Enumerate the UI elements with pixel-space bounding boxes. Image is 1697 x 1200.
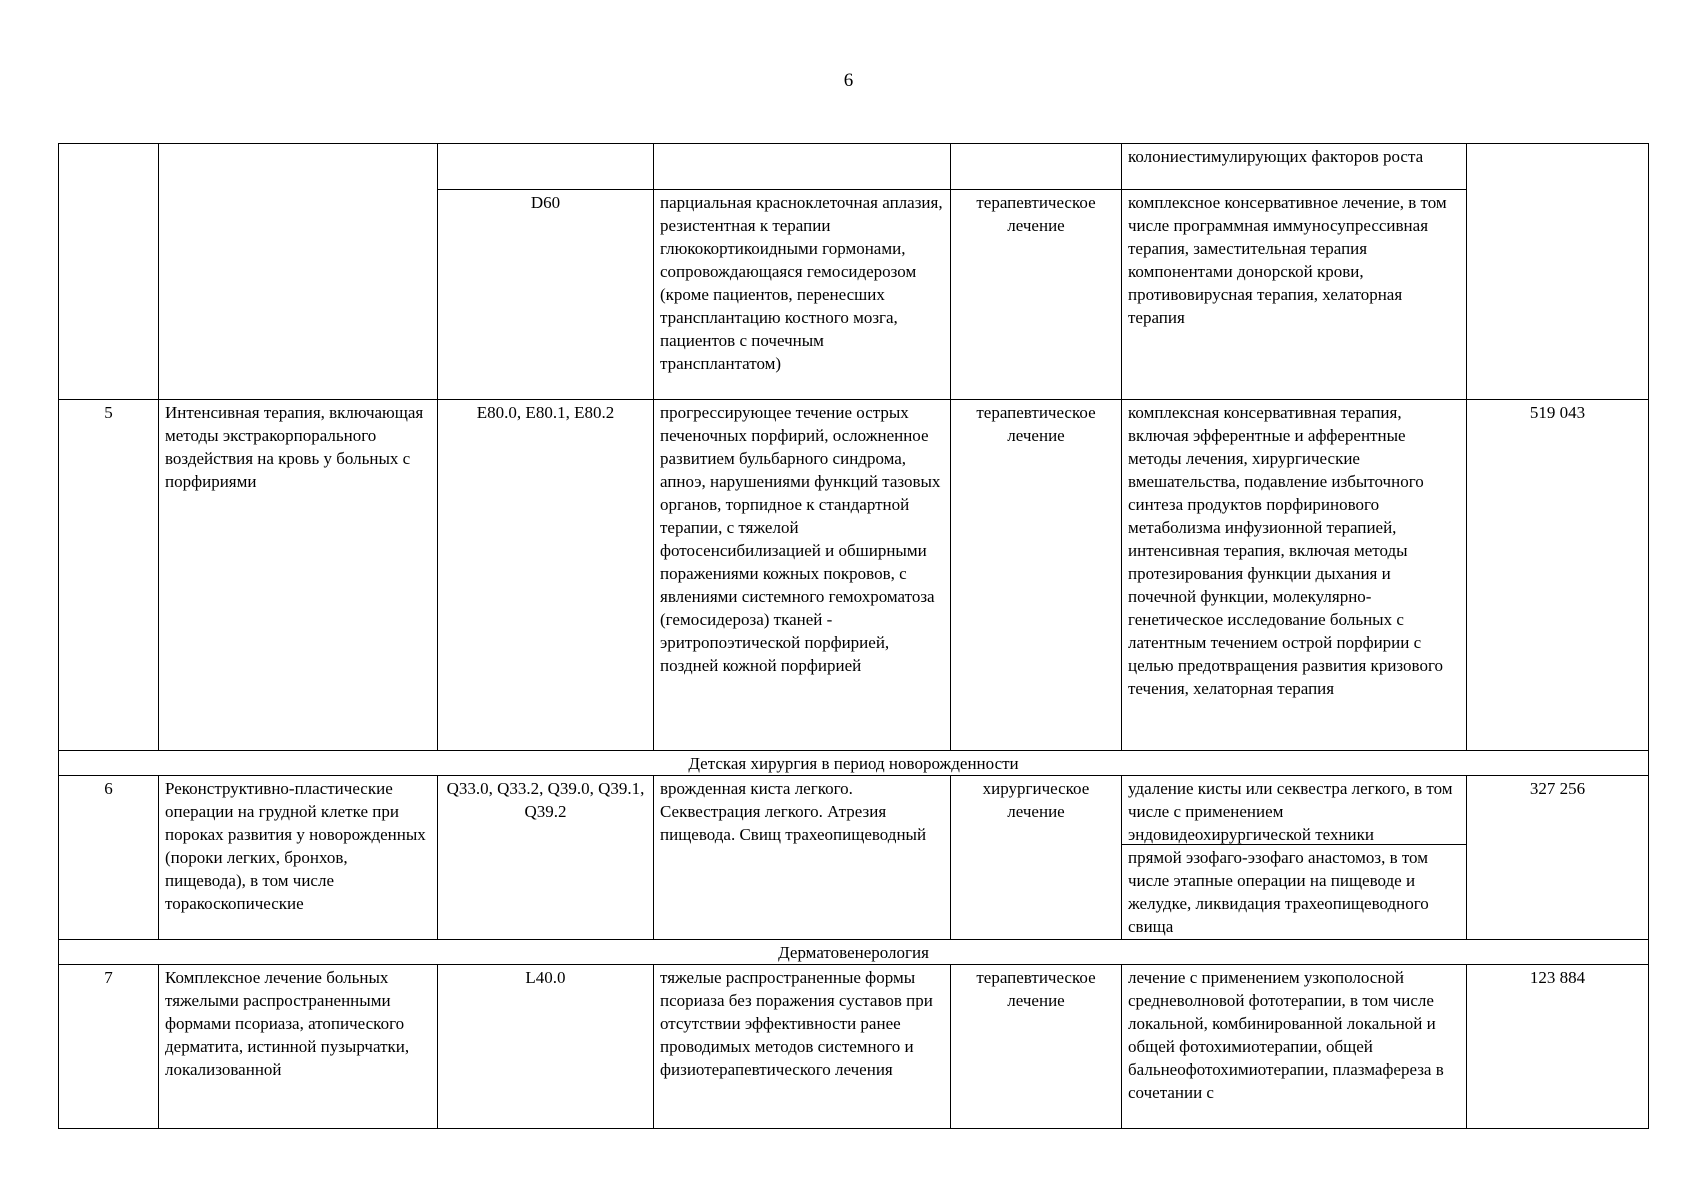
treatment-method-cell: лечение с применением узкополосной средневолновой фототерапии, в том числе локальной, комбинированной локальной и общей фотохимиотерапии, общей бальнеофотохимиотерапии, плазмафереза в сочетании с [1122, 965, 1467, 1129]
cost-cell: 327 256 [1467, 776, 1649, 940]
cost-cell: 519 043 [1467, 400, 1649, 751]
row-number-cell: 6 [59, 776, 159, 940]
section-title: Детская хирургия в период новорожденности [59, 751, 1649, 776]
table-row [59, 144, 1649, 190]
treatment-type-cell: хирургическое лечение [951, 776, 1122, 940]
icd-code-cell: Q33.0, Q33.2, Q39.0, Q39.1, Q39.2 [438, 776, 654, 940]
patient-model-cell: врожденная киста легкого. Секвестрация легкого. Атрезия пищевода. Свищ трахеопищеводный [654, 776, 951, 940]
treatment-type-cell: терапевтическое лечение [951, 190, 1122, 400]
patient-model-cell [654, 144, 951, 190]
treatment-type-cell: терапевтическое лечение [951, 400, 1122, 751]
treatment-method-cell: колониестимулирующих факторов роста [1122, 144, 1467, 190]
treatment-type-cell [951, 144, 1122, 190]
icd-code-cell: L40.0 [438, 965, 654, 1129]
patient-model-cell: парциальная красноклеточная аплазия, резистентная к терапии глюкокортикоидными гормонами, сопровождающаяся гемосидерозом (кроме пациентов, перенесших трансплантацию костного мозга, пациентов с почечным трансплантатом) [654, 190, 951, 400]
section-header-row [59, 751, 1649, 776]
cost-cell: 123 884 [1467, 965, 1649, 1129]
row-number-cell: 7 [59, 965, 159, 1129]
patient-model-cell: тяжелые распространенные формы псориаза без поражения суставов при отсутствии эффективности ранее проводимых методов системного и физиотерапевтического лечения [654, 965, 951, 1129]
care-type-cell: Реконструктивно-пластические операции на грудной клетке при пороках развития у новорожденных (пороки легких, бронхов, пищевода), в том числе торакоскопические [159, 776, 438, 940]
patient-model-cell: прогрессирующее течение острых печеночных порфирий, осложненное развитием бульбарного синдрома, апноэ, нарушениями функций тазовых органов, торпидное к стандартной терапии, с тяжелой фотосенсибилизацией и обширными поражениями кожных покровов, с явлениями системного гемохроматоза (гемосидероза) тканей - эритропоэтической порфирией, поздней кожной порфирией [654, 400, 951, 751]
icd-code-cell [438, 144, 654, 190]
row-number-cell [59, 144, 159, 400]
table-row [59, 400, 1649, 751]
row-number-cell: 5 [59, 400, 159, 751]
treatment-method-option: прямой эзофаго-эзофаго анастомоз, в том числе этапные операции на пищеводе и желудке, ликвидация трахеопищеводного свища [1122, 844, 1466, 938]
medical-care-table [58, 143, 1649, 1129]
page-number: 6 [843, 70, 854, 91]
treatment-method-cell: комплексная консервативная терапия, включая эфферентные и афферентные методы лечения, хирургические вмешательства, подавление избыточного синтеза продуктов порфиринового метаболизма инфузионной терапией, интенсивная терапия, включая методы протезирования функции дыхания и почечной функции, молекулярно-генетическое исследование больных с латентным течением острой порфирии с целью предотвращения развития кризового течения, хелаторная терапия [1122, 400, 1467, 751]
care-type-cell: Интенсивная терапия, включающая методы экстракорпорального воздействия на кровь у больных с порфириями [159, 400, 438, 751]
treatment-method-cell: комплексное консервативное лечение, в том числе программная иммуносупрессивная терапия, заместительная терапия компонентами донорской крови, противовирусная терапия, хелаторная терапия [1122, 190, 1467, 400]
icd-code-cell: D60 [438, 190, 654, 400]
care-type-cell: Комплексное лечение больных тяжелыми распространенными формами псориаза, атопического дерматита, истинной пузырчатки, локализованной [159, 965, 438, 1129]
section-title: Дерматовенерология [59, 940, 1649, 965]
treatment-method-option: удаление кисты или секвестра легкого, в том числе с применением эндовидеохирургической техники [1128, 779, 1453, 844]
icd-code-cell: E80.0, E80.1, E80.2 [438, 400, 654, 751]
treatment-type-cell: терапевтическое лечение [951, 965, 1122, 1129]
table-row [59, 776, 1649, 940]
care-type-cell [159, 144, 438, 400]
treatment-method-cell [1122, 776, 1467, 940]
section-header-row [59, 940, 1649, 965]
cost-cell [1467, 144, 1649, 400]
table-row [59, 965, 1649, 1129]
